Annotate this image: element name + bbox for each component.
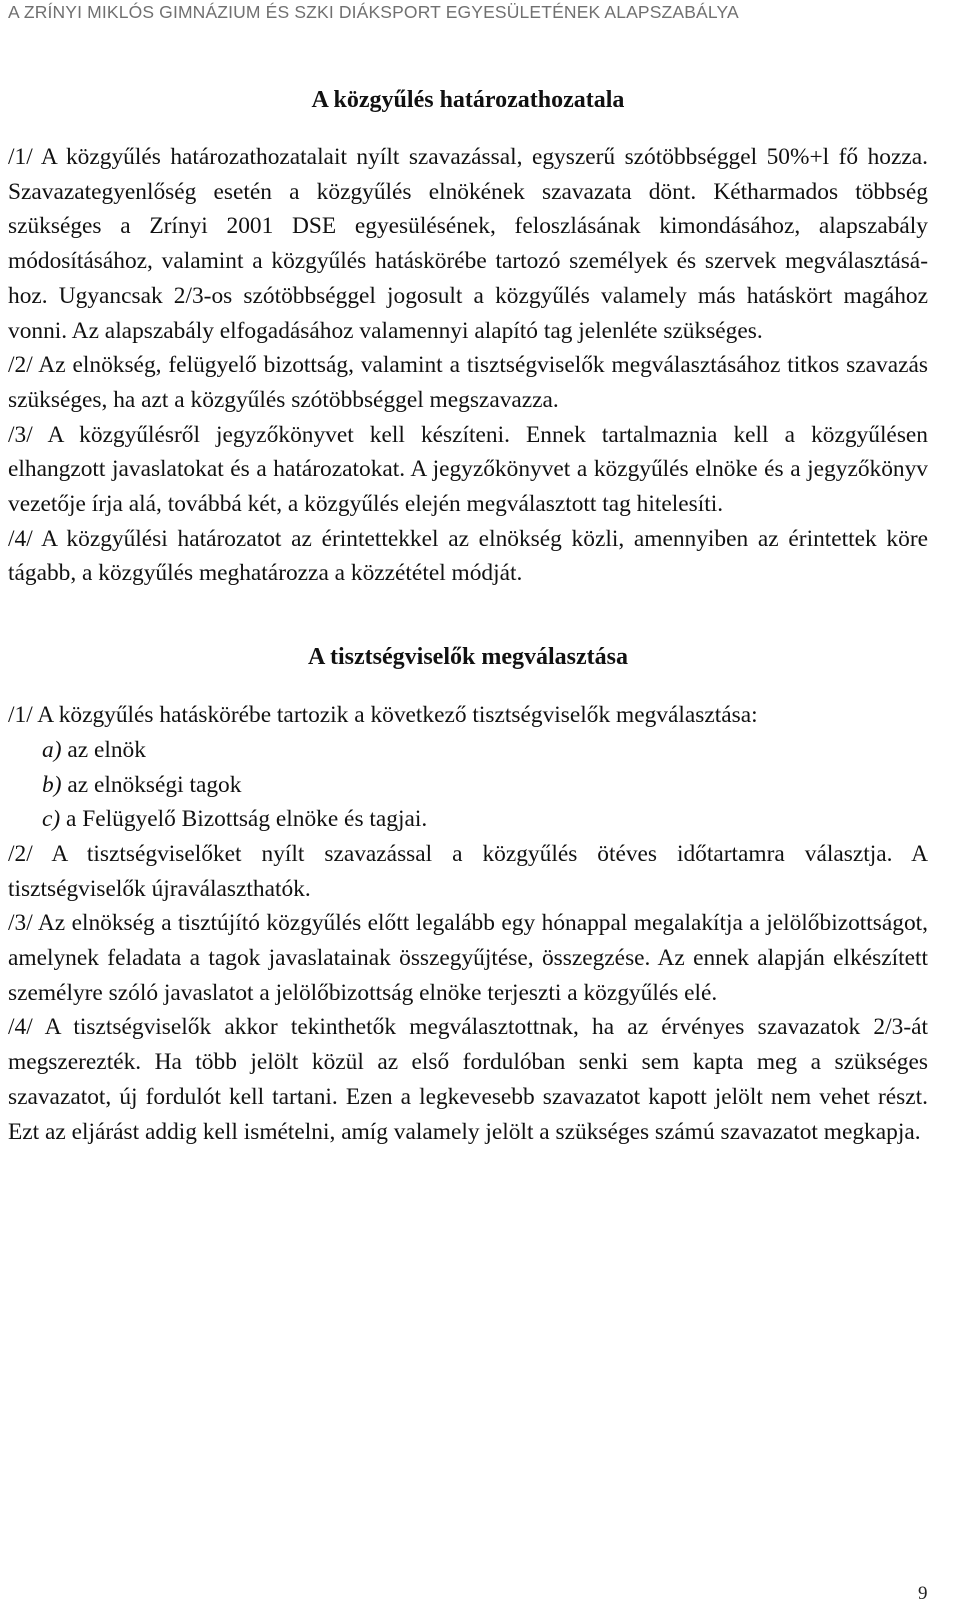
list-item	[8, 733, 928, 768]
list-marker: a)	[42, 736, 62, 763]
list-marker: c)	[42, 806, 61, 833]
officers-list	[8, 733, 928, 837]
section-heading-resolutions: A közgyűlés határozathozatala	[311, 87, 625, 113]
section-heading-officers: A tisztségviselők megválasztása	[308, 644, 628, 671]
paragraph-officers-4: /4/ A tisztségviselők akkor tekinthetők megválasztottnak, ha az érvényes szavazatok 2/3-át megszerezték. Ha több jelölt közül az első fordulóban senki sem kapta meg a szükséges szavazatot, új fordulót kell tartani. Ezen a legkevesebb szavazatot kapott jelölt nem vehet részt. Ezt az eljárást addig kell ismételni, amíg valamely jelölt a szükséges számú szavazatot megkapja.	[8, 1014, 928, 1145]
document-body	[8, 78, 928, 1149]
paragraph-officers-1: /1/ A közgyűlés hatáskörébe tartozik a következő tisztségviselők megválasztása:	[8, 702, 758, 729]
running-header: A ZRÍNYI MIKLÓS GIMNÁZIUM ÉS SZKI DIÁKSPORT EGYESÜLETÉNEK ALAPSZABÁLYA	[8, 2, 739, 22]
paragraph-officers-3: /3/ Az elnökség a tisztújító közgyűlés előtt legalább egy hónappal megalakítja a jelölőbizottságot, amelynek feladata a tagok javaslatainak összegyűjtése, összegzése. Az ennek alapján elkészített személyre szóló javaslatot a jelölőbizottság elnöke terjeszti a közgyűlés elé.	[8, 910, 928, 1006]
list-item	[8, 768, 928, 803]
list-marker: b)	[42, 771, 62, 798]
paragraph-officers-2: /2/ A tisztségviselőket nyílt szavazással a közgyűlés ötéves időtartamra választja. A tisztségviselők újraválaszthatók.	[8, 840, 928, 902]
page-number: 9	[918, 1583, 928, 1604]
paragraph-resolutions-4: /4/ A közgyűlési határozatot az érintettekkel az elnökség közli, amennyiben az érintettek köre tágabb, a közgyűlés meghatározza a közzététel módját.	[8, 525, 928, 587]
list-item-text: az elnök	[67, 736, 146, 763]
paragraph-resolutions-1: /1/ A közgyűlés határozathozatalait nyílt szavazással, egyszerű szótöbbséggel 50%+l fő hozza. Szavazategyenlőség esetén a közgyűlés elnökének szavazata dönt. Kétharmados többség szükséges a Zrínyi 2001 DSE egyesülésének, feloszlásának kimondásához, alapszabály módosításához, valamint a közgyűlés hatáskörébe tartozó személyek és szervek megválasztásához. Ugyancsak 2/3-os szótöbbséggel jogosult a közgyűlés valamely más hatáskört magához vonni. Az alapszabály elfogadásához valamennyi alapító tag jelenléte szükséges.	[8, 144, 928, 344]
list-item-text: a Felügyelő Bizottság elnöke és tagjai.	[66, 806, 428, 833]
paragraph-resolutions-2: /2/ Az elnökség, felügyelő bizottság, valamint a tisztségviselők megválasztásához titkos szavazás szükséges, ha azt a közgyűlés szótöbbséggel megszavazza.	[8, 352, 928, 413]
list-item	[8, 802, 928, 837]
list-item-text: az elnökségi tagok	[67, 771, 242, 798]
paragraph-resolutions-3: /3/ A közgyűlésről jegyzőkönyvet kell készíteni. Ennek tartalmaznia kell a közgyűlésen elhangzott javaslatokat és a határozatokat. A jegyzőkönyvet a közgyűlés elnöke és a jegyzőkönyv vezetője írja alá, továbbá két, a közgyűlés elején megválasztott tag hitelesíti.	[8, 421, 928, 518]
